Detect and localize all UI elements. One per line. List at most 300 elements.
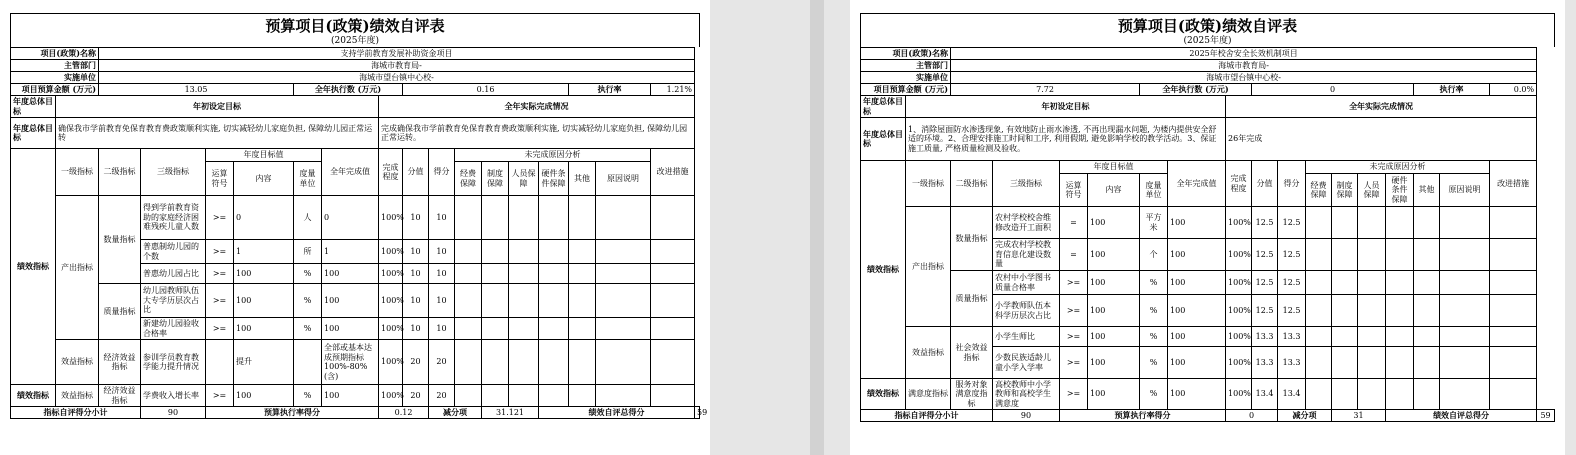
reason-cell <box>1414 207 1440 239</box>
row-op: >= <box>1060 347 1088 379</box>
row-degree: 100% <box>379 318 403 340</box>
perf-indicator-label-2: 绩效指标 <box>861 379 906 410</box>
reason-cell <box>455 264 482 284</box>
improve-cell <box>651 318 695 340</box>
row-op: >= <box>206 284 234 318</box>
reason-cell <box>539 240 569 264</box>
row-unit: 人 <box>294 196 322 240</box>
row-degree: 100% <box>379 284 403 318</box>
row-score: 10 <box>403 240 429 264</box>
row-score: 10 <box>403 264 429 284</box>
reason-cell <box>455 196 482 240</box>
row-full: 100 <box>322 264 379 284</box>
header-l2: 二级指标 <box>951 161 993 207</box>
group-quality: 质量指标 <box>99 284 141 340</box>
label-unit: 实施单位 <box>11 72 99 84</box>
reason-cell <box>509 240 539 264</box>
row-full: 100 <box>1168 347 1226 379</box>
row-op: >= <box>206 385 234 407</box>
budget-value: 7.72 <box>951 84 1140 96</box>
footer-total-label: 绩效自评总得分 <box>539 407 695 419</box>
improve-cell <box>1490 271 1537 295</box>
label-exec: 全年执行数 (万元) <box>1140 84 1252 96</box>
label-goal-row: 年度总体目标 <box>861 118 906 161</box>
row-full: 100 <box>1168 207 1226 239</box>
reason-cell <box>509 385 539 407</box>
perf-indicator-label: 绩效指标 <box>11 149 56 385</box>
footer-total-label: 绩效自评总得分 <box>1386 410 1537 422</box>
reason-cell <box>1386 379 1414 410</box>
header-hw: 硬件条件保障 <box>539 162 569 196</box>
reason-cell <box>1332 295 1358 327</box>
row-op: = <box>1060 239 1088 271</box>
row-content: 100 <box>1088 239 1140 271</box>
reason-cell <box>596 284 651 318</box>
label-goal-head: 年度总体目标 <box>11 96 56 118</box>
reason-cell <box>1306 379 1332 410</box>
row-l3: 新建幼儿园验收合格率 <box>141 318 206 340</box>
reason-cell <box>539 196 569 240</box>
row-degree: 100% <box>379 385 403 407</box>
improve-cell <box>651 385 695 407</box>
group-output: 产出指标 <box>56 196 99 340</box>
reason-cell <box>1358 239 1386 271</box>
row-degree: 100% <box>379 240 403 264</box>
row-full: 100 <box>1168 271 1226 295</box>
footer-minus-label: 减分项 <box>429 407 482 419</box>
actual-text: 完成确保我市学前教育免保育教育费政策顺利实施, 切实减轻幼儿家庭负担, 保障幼儿园正常运转。 <box>379 118 695 149</box>
reason-cell <box>539 385 569 407</box>
reason-cell <box>596 240 651 264</box>
reason-cell <box>482 385 509 407</box>
row-full: 100 <box>322 284 379 318</box>
improve-cell <box>651 196 695 240</box>
header-annual: 年度目标值 <box>1060 161 1168 174</box>
row-unit: 平方米 <box>1140 207 1168 239</box>
reason-cell <box>1358 295 1386 327</box>
label-project-name: 项目(政策)名称 <box>11 48 99 60</box>
group-social: 社会效益指标 <box>951 327 993 379</box>
header-staff: 人员保障 <box>509 162 539 196</box>
label-rate: 执行率 <box>1414 84 1490 96</box>
row-degree: 100% <box>379 196 403 240</box>
budget-value: 13.05 <box>99 84 294 96</box>
reason-cell <box>539 264 569 284</box>
header-staff: 人员保障 <box>1358 174 1386 207</box>
reason-cell <box>482 318 509 340</box>
reason-cell <box>569 385 596 407</box>
row-got: 10 <box>429 264 455 284</box>
header-hw: 硬件条件保障 <box>1386 174 1414 207</box>
row-content: 100 <box>234 284 294 318</box>
footer-self: 90 <box>993 410 1060 422</box>
row-l3: 少数民族适龄儿童小学入学率 <box>993 347 1060 379</box>
row-full: 0 <box>322 196 379 240</box>
perf-indicator-label-2: 绩效指标 <box>11 385 56 407</box>
footer-self-label: 指标自评得分小计 <box>861 410 993 422</box>
reason-cell <box>455 240 482 264</box>
reason-cell <box>1414 347 1440 379</box>
group-effect-2: 效益指标 <box>56 385 99 407</box>
row-score: 20 <box>403 340 429 385</box>
row-content: 100 <box>1088 295 1140 327</box>
reason-cell <box>455 340 482 385</box>
row-content: 100 <box>234 385 294 407</box>
row-l3: 小学教师队伍本科学历层次占比 <box>993 295 1060 327</box>
row-unit: % <box>1140 271 1168 295</box>
reason-cell <box>1386 347 1414 379</box>
header-op: 运算符号 <box>206 162 234 196</box>
reason-cell <box>1440 271 1490 295</box>
reason-cell <box>1440 295 1490 327</box>
improve-cell <box>651 340 695 385</box>
footer-self: 90 <box>141 407 206 419</box>
reason-cell <box>596 264 651 284</box>
row-content: 1 <box>234 240 294 264</box>
evaluation-table <box>860 47 1555 422</box>
row-content: 100 <box>1088 379 1140 410</box>
label-unit: 实施单位 <box>861 72 951 84</box>
footer-self-label: 指标自评得分小计 <box>11 407 141 419</box>
row-l3: 农村学校校舍维修改造开工面积 <box>993 207 1060 239</box>
reason-cell <box>1386 271 1414 295</box>
row-got: 20 <box>429 385 455 407</box>
actual-text: 26年完成 <box>1226 118 1537 161</box>
row-unit <box>294 340 322 385</box>
reason-cell <box>1440 347 1490 379</box>
row-content: 提升 <box>234 340 294 385</box>
rate-value: 1.21% <box>651 84 695 96</box>
row-score: 12.5 <box>1252 271 1278 295</box>
row-degree: 100% <box>1226 295 1252 327</box>
page-gap <box>810 0 824 455</box>
reason-cell <box>1306 207 1332 239</box>
row-score: 12.5 <box>1252 207 1278 239</box>
row-full: 100 <box>1168 327 1226 347</box>
row-full: 全部或基本达成预期指标100%-80%(含) <box>322 340 379 385</box>
reason-cell <box>482 284 509 318</box>
header-system: 制度保障 <box>1332 174 1358 207</box>
group-sat: 满意度指标 <box>906 379 951 410</box>
header-l2: 二级指标 <box>99 149 141 196</box>
header-reason: 未完成原因分析 <box>455 149 651 162</box>
row-content: 100 <box>234 264 294 284</box>
row-score: 13.3 <box>1252 347 1278 379</box>
reason-cell <box>1414 379 1440 410</box>
label-dept: 主管部门 <box>861 60 951 72</box>
improve-cell <box>1490 347 1537 379</box>
reason-cell <box>482 264 509 284</box>
reason-cell <box>569 318 596 340</box>
row-l3: 学费收入增长率 <box>141 385 206 407</box>
row-content: 0 <box>234 196 294 240</box>
reason-cell <box>1386 327 1414 347</box>
label-project-name: 项目(政策)名称 <box>861 48 951 60</box>
footer-budget-label: 预算执行率得分 <box>206 407 379 419</box>
row-full: 100 <box>1168 379 1226 410</box>
label-goal-row: 年度总体目标 <box>11 118 56 149</box>
reason-cell <box>1386 207 1414 239</box>
plan-text: 确保我市学前教育免保育教育费政策顺利实施, 切实减轻幼儿家庭负担, 保障幼儿园正常运转 <box>56 118 379 149</box>
footer-budget: 0.12 <box>379 407 429 419</box>
reason-cell <box>1414 295 1440 327</box>
reason-cell <box>596 318 651 340</box>
exec-value: 0.16 <box>403 84 569 96</box>
label-plan: 年初设定目标 <box>56 96 379 118</box>
group-econ-2: 经济效益指标 <box>99 385 141 407</box>
row-l3: 普惠制幼儿园的个数 <box>141 240 206 264</box>
footer-minus-label: 减分项 <box>1278 410 1332 422</box>
reason-cell <box>1440 207 1490 239</box>
row-unit: % <box>294 284 322 318</box>
row-got: 12.5 <box>1278 239 1306 271</box>
reason-cell <box>1440 327 1490 347</box>
reason-cell <box>569 284 596 318</box>
reason-cell <box>569 196 596 240</box>
row-degree: 100% <box>379 340 403 385</box>
dept-value: 海城市教育局- <box>951 60 1537 72</box>
reason-cell <box>1306 239 1332 271</box>
group-quality: 质量指标 <box>951 271 993 327</box>
row-degree: 100% <box>1226 347 1252 379</box>
label-actual: 全年实际完成情况 <box>379 96 695 118</box>
project-name: 2025年校舍安全长效机制项目 <box>951 48 1537 60</box>
reason-cell <box>1386 239 1414 271</box>
row-l3: 高校教师中小学教师和高校学生满意度 <box>993 379 1060 410</box>
footer-budget: 0 <box>1226 410 1278 422</box>
row-got: 10 <box>429 240 455 264</box>
row-score: 12.5 <box>1252 239 1278 271</box>
row-op: >= <box>1060 327 1088 347</box>
improve-cell <box>651 240 695 264</box>
reason-cell <box>539 340 569 385</box>
reason-cell <box>1358 271 1386 295</box>
footer-total: 59 <box>695 407 700 419</box>
header-l3: 三级指标 <box>993 161 1060 207</box>
evaluation-table <box>10 47 708 419</box>
group-sat-2: 服务对象满意度指标 <box>951 379 993 410</box>
reason-cell <box>1332 271 1358 295</box>
reason-cell <box>596 340 651 385</box>
header-unit: 度量单位 <box>294 162 322 196</box>
row-degree: 100% <box>1226 271 1252 295</box>
row-op: >= <box>206 264 234 284</box>
reason-cell <box>1332 379 1358 410</box>
header-improve: 改进措施 <box>1490 161 1537 207</box>
reason-cell <box>1414 239 1440 271</box>
row-content: 100 <box>1088 207 1140 239</box>
header-full: 全年完成值 <box>322 149 379 196</box>
row-got: 20 <box>429 340 455 385</box>
row-op: = <box>1060 207 1088 239</box>
row-got: 13.3 <box>1278 347 1306 379</box>
row-l3: 参训学员教育教学能力提升情况 <box>141 340 206 385</box>
header-full: 全年完成值 <box>1168 161 1226 207</box>
reason-cell <box>1414 327 1440 347</box>
group-effect: 效益指标 <box>56 340 99 385</box>
reason-cell <box>509 318 539 340</box>
row-got: 10 <box>429 284 455 318</box>
row-got: 12.5 <box>1278 295 1306 327</box>
row-unit: % <box>294 264 322 284</box>
label-budget: 项目预算金额 (万元) <box>861 84 951 96</box>
row-op: >= <box>1060 379 1088 410</box>
header-reason: 未完成原因分析 <box>1306 161 1490 174</box>
row-full: 100 <box>1168 239 1226 271</box>
reason-cell <box>1358 347 1386 379</box>
label-actual: 全年实际完成情况 <box>1226 96 1537 118</box>
header-l1: 一级指标 <box>56 149 99 196</box>
header-score: 分值 <box>403 149 429 196</box>
reason-cell <box>482 196 509 240</box>
reason-cell <box>1306 347 1332 379</box>
reason-cell <box>596 196 651 240</box>
row-got: 10 <box>429 318 455 340</box>
group-qty: 数量指标 <box>951 207 993 271</box>
header-system: 制度保障 <box>482 162 509 196</box>
row-full: 100 <box>322 385 379 407</box>
reason-cell <box>1358 379 1386 410</box>
sheet-page-1 <box>0 0 710 455</box>
label-exec: 全年执行数 (万元) <box>294 84 403 96</box>
row-l3: 小学生师比 <box>993 327 1060 347</box>
header-score: 分值 <box>1252 161 1278 207</box>
reason-cell <box>509 284 539 318</box>
header-l3: 三级指标 <box>141 149 206 196</box>
rate-value: 0.0% <box>1490 84 1537 96</box>
header-got: 得分 <box>1278 161 1306 207</box>
footer-total: 59 <box>1537 410 1555 422</box>
row-l3: 普惠幼儿园占比 <box>141 264 206 284</box>
group-qty: 数量指标 <box>99 196 141 284</box>
row-unit: % <box>294 318 322 340</box>
header-fund: 经费保障 <box>455 162 482 196</box>
row-full: 1 <box>322 240 379 264</box>
row-content: 100 <box>1088 327 1140 347</box>
row-content: 100 <box>1088 347 1140 379</box>
label-goal-head: 年度总体目标 <box>861 96 906 118</box>
reason-cell <box>1414 271 1440 295</box>
header-explain: 原因说明 <box>596 162 651 196</box>
header-explain: 原因说明 <box>1440 174 1490 207</box>
reason-cell <box>1440 239 1490 271</box>
header-unit: 度量单位 <box>1140 174 1168 207</box>
reason-cell <box>569 340 596 385</box>
row-degree: 100% <box>1226 239 1252 271</box>
row-op <box>206 340 234 385</box>
row-unit: % <box>1140 347 1168 379</box>
improve-cell <box>1490 295 1537 327</box>
header-content: 内容 <box>234 162 294 196</box>
row-score: 13.4 <box>1252 379 1278 410</box>
row-unit: 所 <box>294 240 322 264</box>
reason-cell <box>569 264 596 284</box>
reason-cell <box>509 196 539 240</box>
row-l3: 农村中小学图书质量合格率 <box>993 271 1060 295</box>
header-improve: 改进措施 <box>651 149 695 196</box>
header-op: 运算符号 <box>1060 174 1088 207</box>
unit-value: 海城市望台镇中心校- <box>951 72 1537 84</box>
reason-cell <box>569 240 596 264</box>
row-score: 20 <box>403 385 429 407</box>
form-title: 预算项目(政策)绩效自评表 <box>860 13 1555 35</box>
dept-value: 海城市教育局- <box>99 60 695 72</box>
label-plan: 年初设定目标 <box>906 96 1226 118</box>
header-other: 其他 <box>1414 174 1440 207</box>
reason-cell <box>539 318 569 340</box>
row-unit: 个 <box>1140 239 1168 271</box>
project-name: 支持学前教育发展补助资金项目 <box>99 48 695 60</box>
row-op: >= <box>206 318 234 340</box>
row-unit: % <box>294 385 322 407</box>
reason-cell <box>539 284 569 318</box>
header-degree: 完成程度 <box>1226 161 1252 207</box>
reason-cell <box>455 385 482 407</box>
reason-cell <box>1332 239 1358 271</box>
reason-cell <box>1440 379 1490 410</box>
label-rate: 执行率 <box>569 84 651 96</box>
reason-cell <box>1332 207 1358 239</box>
header-other: 其他 <box>569 162 596 196</box>
row-content: 100 <box>1088 271 1140 295</box>
header-degree: 完成程度 <box>379 149 403 196</box>
row-l3: 得到学前教育资助的家庭经济困难残疾儿童人数 <box>141 196 206 240</box>
row-got: 13.3 <box>1278 327 1306 347</box>
header-annual: 年度目标值 <box>206 149 322 162</box>
reason-cell <box>482 340 509 385</box>
plan-text: 1、消除屋面防水渗透现象, 有效地防止雨水渗透, 不再出现漏水问题, 为楼内提供安全舒适的环境。2、合理安排施工时间和工序, 利用假期, 避免影响学校的教学活动。3、保证施工质量, 严格质量检测及验收。 <box>906 118 1226 161</box>
perf-indicator-label: 绩效指标 <box>861 161 906 379</box>
reason-cell <box>1306 271 1332 295</box>
exec-value: 0 <box>1252 84 1414 96</box>
reason-cell <box>1332 327 1358 347</box>
improve-cell <box>1490 379 1537 410</box>
row-score: 12.5 <box>1252 295 1278 327</box>
row-content: 100 <box>234 318 294 340</box>
form-year: (2025年度) <box>860 35 1555 47</box>
row-degree: 100% <box>1226 379 1252 410</box>
footer-budget-label: 预算执行率得分 <box>1060 410 1226 422</box>
reason-cell <box>509 340 539 385</box>
row-op: >= <box>206 240 234 264</box>
header-got: 得分 <box>429 149 455 196</box>
row-unit: % <box>1140 379 1168 410</box>
row-degree: 100% <box>379 264 403 284</box>
row-got: 12.5 <box>1278 271 1306 295</box>
reason-cell <box>455 284 482 318</box>
header-fund: 经费保障 <box>1306 174 1332 207</box>
row-unit: % <box>1140 327 1168 347</box>
reason-cell <box>1386 295 1414 327</box>
label-dept: 主管部门 <box>11 60 99 72</box>
reason-cell <box>509 264 539 284</box>
row-score: 10 <box>403 284 429 318</box>
group-effect: 效益指标 <box>906 327 951 379</box>
reason-cell <box>1358 327 1386 347</box>
form-year: (2025年度) <box>10 35 700 47</box>
reason-cell <box>482 240 509 264</box>
unit-value: 海城市望台镇中心校- <box>99 72 695 84</box>
header-l1: 一级指标 <box>906 161 951 207</box>
row-unit: % <box>1140 295 1168 327</box>
reason-cell <box>1306 327 1332 347</box>
row-degree: 100% <box>1226 207 1252 239</box>
row-degree: 100% <box>1226 327 1252 347</box>
group-output: 产出指标 <box>906 207 951 327</box>
label-budget: 项目预算金额 (万元) <box>11 84 99 96</box>
row-l3: 幼儿园教师队伍大专学历层次占比 <box>141 284 206 318</box>
reason-cell <box>1358 207 1386 239</box>
